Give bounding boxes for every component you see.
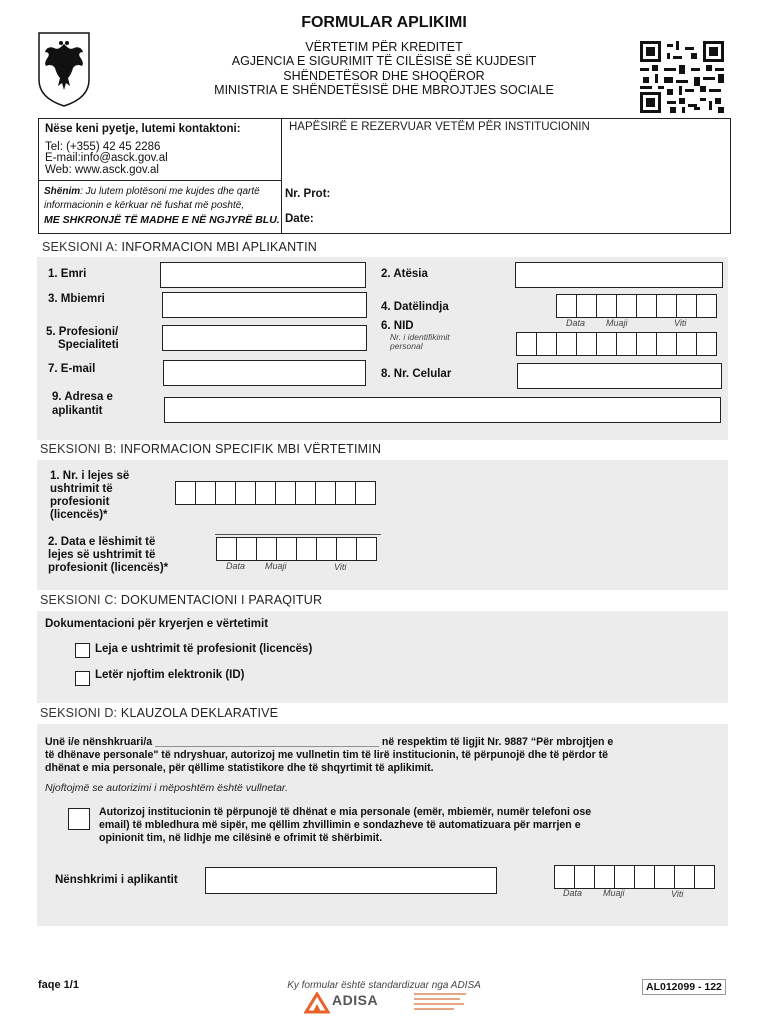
atesia-input[interactable] <box>515 262 723 288</box>
licence-char-5[interactable] <box>255 481 276 505</box>
contact-tel: Tel: (+355) 42 45 2286 <box>45 141 161 153</box>
section-a-title <box>42 240 317 254</box>
label-lejes-1: 1. Nr. i lejes së <box>50 470 130 482</box>
birth-year-1[interactable] <box>636 294 657 318</box>
label-lejes-2: ushtrimit të <box>50 483 113 495</box>
issue-month-1[interactable] <box>256 537 277 561</box>
subtitle-line-4: MINISTRIA E SHËNDETËSISË DHE MBROJTJES SOCIALE <box>214 83 554 97</box>
id-option-label: Letër njoftim elektronik (ID) <box>95 669 245 681</box>
label-atesia: 2. Atësia <box>381 268 428 280</box>
declaration-line-3: dhënat e mia personale, për qëllime statistikore dhe të shqyrtimit të aplikimit. <box>45 762 434 774</box>
nid-boxes[interactable] <box>516 332 716 356</box>
licence-char-3[interactable] <box>215 481 236 505</box>
birth-month-2[interactable] <box>616 294 637 318</box>
page-number: faqe 1/1 <box>38 979 79 991</box>
section-d-title <box>40 706 278 720</box>
section-a-prefix: SEKSIONI A: <box>42 240 118 254</box>
adisa-tagline-lines <box>414 993 466 1011</box>
nid-hint-1: Nr. i identifikimit <box>390 332 450 342</box>
sign-year-2[interactable] <box>654 865 675 889</box>
section-b-title <box>40 442 381 456</box>
label-data-3: profesionit (licencës)* <box>48 562 169 574</box>
reserved-title: HAPËSIRË E REZERVUAR VETËM PËR INSTITUCIONIN <box>289 121 590 133</box>
subtitle-line-2: AGJENCIA E SIGURIMIT TË CILËSISË SË KUJDESIT <box>231 54 537 68</box>
sign-year-1[interactable] <box>634 865 655 889</box>
emri-input[interactable] <box>160 262 366 288</box>
nid-char-4[interactable] <box>576 332 597 356</box>
separator-line <box>215 534 381 535</box>
email-input[interactable] <box>163 360 366 386</box>
consent-line-2: email) të mbledhura më sipër, me qëllim zhvillimin e sondazheve të automatizuara për marrjen e <box>99 819 581 831</box>
sign-year-3[interactable] <box>674 865 695 889</box>
contact-web[interactable]: Web: www.asck.gov.al <box>45 164 159 176</box>
issue-year-1[interactable] <box>296 537 317 561</box>
section-b-heading: INFORMACION SPECIFIK MBI VËRTETIMIN <box>120 442 382 456</box>
nid-char-3[interactable] <box>556 332 577 356</box>
nid-char-10[interactable] <box>696 332 717 356</box>
label-mbiemri: 3. Mbiemri <box>48 293 105 305</box>
sign-day-2[interactable] <box>574 865 595 889</box>
contact-heading: Nëse keni pyetje, lutemi kontaktoni: <box>45 123 241 135</box>
issue-day-2[interactable] <box>236 537 257 561</box>
celular-input[interactable] <box>517 363 722 389</box>
birth-hint-viti: Viti <box>674 318 687 328</box>
nid-hint-2: personal <box>390 341 423 351</box>
prot-label: Nr. Prot: <box>285 188 331 200</box>
declaration-line-2: të dhënave personale" të ndryshuar, autorizoj me vullnetin tim të lirë institucionin, të përpunojë dhe të përdor të <box>45 749 609 761</box>
licence-char-8[interactable] <box>315 481 336 505</box>
nid-char-5[interactable] <box>596 332 617 356</box>
declaration-line-1: Unë i/e nënshkruari/a ______________________________________ në respektim të ligjit Nr. 9887 “Për mbrojtjen e <box>45 736 614 748</box>
label-adresa-1: 9. Adresa e <box>52 391 113 403</box>
sign-hint-data: Data <box>563 888 583 898</box>
subtitle-line-1: VËRTETIM PËR KREDITET <box>305 40 463 54</box>
signature-input[interactable] <box>205 867 497 894</box>
nid-char-1[interactable] <box>516 332 537 356</box>
sign-month-1[interactable] <box>594 865 615 889</box>
licence-char-4[interactable] <box>235 481 256 505</box>
birth-year-4[interactable] <box>696 294 717 318</box>
issue-day-1[interactable] <box>216 537 237 561</box>
section-b-prefix: SEKSIONI B: <box>40 442 117 456</box>
sign-hint-muaji: Muaji <box>603 888 625 898</box>
sign-day-1[interactable] <box>554 865 575 889</box>
mbiemri-input[interactable] <box>162 292 367 318</box>
birth-hint-data: Data <box>566 318 586 328</box>
consent-line-1: Autorizoj institucionin të përpunojë të dhënat e mia personale (emër, mbiemër, numër telefoni ose <box>99 806 592 818</box>
label-datelindja: 4. Datëlindja <box>381 301 449 313</box>
issue-month-2[interactable] <box>276 537 297 561</box>
reserved-date-label: Date: <box>285 213 314 225</box>
note-label: Shënim <box>44 186 81 197</box>
label-data-1: 2. Data e lëshimit të <box>48 536 156 548</box>
signature-label: Nënshkrimi i aplikantit <box>55 874 178 886</box>
licence-number-boxes[interactable] <box>175 481 375 505</box>
signature-date-boxes[interactable] <box>554 865 714 889</box>
contact-horizontal-divider <box>38 180 282 181</box>
id-checkbox[interactable] <box>75 671 90 686</box>
licence-checkbox[interactable] <box>75 643 90 658</box>
birth-hint-muaji: Muaji <box>606 318 628 328</box>
sign-month-2[interactable] <box>614 865 635 889</box>
issue-hint-muaji: Muaji <box>265 561 287 571</box>
section-a-heading: INFORMACION MBI APLIKANTIN <box>121 240 318 254</box>
label-adresa-2: aplikantit <box>52 405 103 417</box>
profesioni-input[interactable] <box>162 325 367 351</box>
form-code: AL012099 - 122 <box>642 979 726 995</box>
datelindja-boxes[interactable] <box>556 294 716 318</box>
note-body: : Ju lutem plotësoni me kujdes dhe qartë informacionin e kërkuar në fushat më poshtë, <box>44 186 260 211</box>
adresa-input[interactable] <box>164 397 721 423</box>
adisa-mark-icon <box>304 992 330 1014</box>
birth-day-1[interactable] <box>556 294 577 318</box>
birth-month-1[interactable] <box>596 294 617 318</box>
issue-date-boxes[interactable] <box>216 537 376 561</box>
birth-year-2[interactable] <box>656 294 677 318</box>
licence-char-9[interactable] <box>335 481 356 505</box>
licence-char-1[interactable] <box>175 481 196 505</box>
nid-char-7[interactable] <box>636 332 657 356</box>
note-text <box>44 185 276 212</box>
nid-char-6[interactable] <box>616 332 637 356</box>
label-data-2: lejes së ushtrimit të <box>48 549 156 561</box>
documentation-heading: Dokumentacioni për kryerjen e vërtetimit <box>45 618 269 630</box>
section-c-heading: DOKUMENTACIONI I PARAQITUR <box>120 593 323 607</box>
label-emri: 1. Emri <box>48 268 87 280</box>
nid-char-9[interactable] <box>676 332 697 356</box>
licence-option-label: Leja e ushtrimit të profesionit (licencës) <box>95 643 313 655</box>
section-c-prefix: SEKSIONI C: <box>40 593 118 607</box>
birth-day-2[interactable] <box>576 294 597 318</box>
licence-char-10[interactable] <box>355 481 376 505</box>
issue-year-3[interactable] <box>336 537 357 561</box>
adisa-logo <box>304 991 474 1015</box>
sign-hint-viti: Viti <box>671 889 684 899</box>
label-nid: 6. NID <box>381 320 414 332</box>
label-profesioni: 5. Profesioni/ <box>46 326 119 338</box>
licence-char-7[interactable] <box>295 481 316 505</box>
licence-char-2[interactable] <box>195 481 216 505</box>
label-celular: 8. Nr. Celular <box>381 368 452 380</box>
standard-note: Ky formular është standardizuar nga ADISA <box>287 980 481 991</box>
birth-year-3[interactable] <box>676 294 697 318</box>
sign-year-4[interactable] <box>694 865 715 889</box>
nid-char-8[interactable] <box>656 332 677 356</box>
label-lejes-3: profesionit <box>50 496 110 508</box>
section-d-heading: KLAUZOLA DEKLARATIVE <box>120 706 279 720</box>
label-lejes-4: (licencës)* <box>50 509 108 521</box>
form-title: FORMULAR APLIKIMI <box>301 14 467 31</box>
consent-checkbox[interactable] <box>68 808 90 830</box>
adisa-brand: ADISA <box>332 992 379 1008</box>
issue-year-4[interactable] <box>356 537 377 561</box>
licence-char-6[interactable] <box>275 481 296 505</box>
voluntary-notice: Njoftojmë se autorizimi i mëposhtëm është vullnetar. <box>45 782 288 794</box>
subtitle-line-3: SHËNDETËSOR DHE SHOQËROR <box>283 69 485 83</box>
issue-hint-data: Data <box>226 561 246 571</box>
section-c-title <box>40 593 322 607</box>
nid-char-2[interactable] <box>536 332 557 356</box>
frame-vertical-divider <box>281 118 282 234</box>
issue-hint-viti: Viti <box>334 562 347 572</box>
contact-email[interactable]: E-mail:info@asck.gov.al <box>45 152 168 164</box>
note-emphasis: ME SHKRONJË TË MADHE E NË NGJYRË BLU. <box>44 214 280 226</box>
label-email: 7. E-mail <box>48 363 96 375</box>
section-d-prefix: SEKSIONI D: <box>40 706 118 720</box>
consent-line-3: opinionit tim, në lidhje me cilësinë e ofrimit të shërbimit. <box>99 832 383 844</box>
label-specialiteti: Specialiteti <box>58 339 119 351</box>
qr-code <box>640 41 724 113</box>
issue-year-2[interactable] <box>316 537 337 561</box>
